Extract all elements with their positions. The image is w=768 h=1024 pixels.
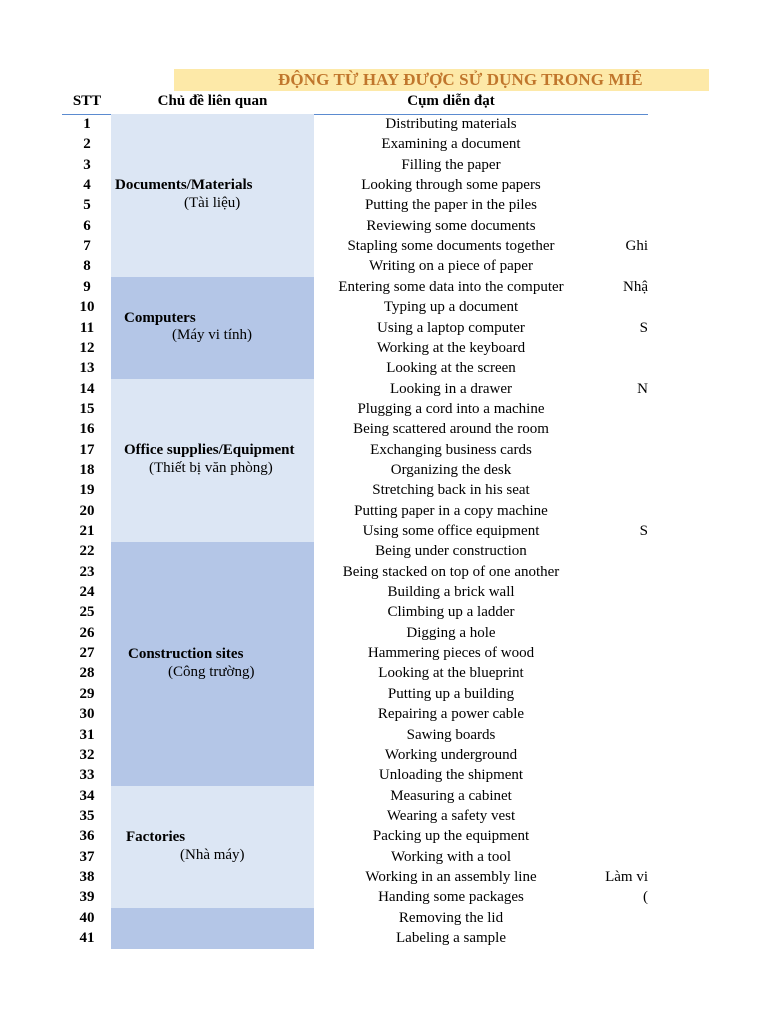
row-phrase: Digging a hole xyxy=(406,624,496,641)
row-phrase: Handing some packages xyxy=(378,889,524,906)
table-row[interactable] xyxy=(0,318,768,338)
row-number: 26 xyxy=(79,624,95,641)
row-number: 39 xyxy=(79,889,95,906)
table-row[interactable] xyxy=(0,745,768,765)
row-phrase: Working with a tool xyxy=(390,848,512,865)
row-phrase: Reviewing some documents xyxy=(366,217,536,234)
category-vi-factories: (Nhà máy) xyxy=(180,847,245,863)
table-row[interactable] xyxy=(0,440,768,460)
row-number: 3 xyxy=(83,156,91,173)
row-number: 37 xyxy=(79,848,95,865)
category-vi-computers: (Máy vi tính) xyxy=(172,327,252,343)
table-row[interactable] xyxy=(0,541,768,561)
row-number: 29 xyxy=(79,685,95,702)
row-number: 34 xyxy=(79,787,95,804)
table-row[interactable] xyxy=(0,195,768,215)
table-row[interactable] xyxy=(0,338,768,358)
row-phrase: Working at the keyboard xyxy=(376,339,526,356)
row-meaning-cell xyxy=(590,887,648,907)
table-row[interactable] xyxy=(0,684,768,704)
table-row[interactable] xyxy=(0,460,768,480)
row-phrase: Distributing materials xyxy=(385,116,517,132)
row-number: 28 xyxy=(79,665,95,682)
category-name-construction: Construction sites xyxy=(128,646,244,662)
category-vi-office-supplies: (Thiết bị văn phòng) xyxy=(149,460,273,476)
row-number: 13 xyxy=(79,360,95,377)
row-phrase: Repairing a power cable xyxy=(377,706,525,723)
row-meaning: Nhậ xyxy=(623,278,648,295)
table-row[interactable] xyxy=(0,867,768,887)
row-number: 5 xyxy=(83,197,91,214)
row-phrase: Being under construction xyxy=(375,543,527,560)
row-phrase: Wearing a safety vest xyxy=(386,807,516,824)
table-row[interactable] xyxy=(0,643,768,663)
table-row[interactable] xyxy=(0,480,768,500)
category-name-office-supplies: Office supplies/Equipment xyxy=(124,442,295,458)
table-row[interactable] xyxy=(0,236,768,256)
table-row[interactable] xyxy=(0,155,768,175)
row-phrase: Removing the lid xyxy=(398,909,504,926)
row-number: 19 xyxy=(79,482,95,499)
row-number: 41 xyxy=(79,930,95,946)
row-number: 20 xyxy=(79,502,95,519)
row-number: 15 xyxy=(79,400,95,417)
row-number: 9 xyxy=(83,278,91,295)
row-meaning: Ghi xyxy=(625,238,648,255)
row-phrase: Stapling some documents together xyxy=(347,238,555,255)
category-name-computers: Computers xyxy=(124,310,196,326)
table-row[interactable] xyxy=(0,114,768,134)
row-phrase: Labeling a sample xyxy=(396,930,506,946)
table-row[interactable] xyxy=(0,277,768,297)
row-phrase: Looking through some papers xyxy=(361,177,541,194)
row-number: 14 xyxy=(79,380,95,397)
table-row[interactable] xyxy=(0,826,768,846)
table-row[interactable] xyxy=(0,256,768,276)
row-number: 6 xyxy=(83,217,91,234)
table-row[interactable] xyxy=(0,582,768,602)
table-row[interactable] xyxy=(0,806,768,826)
row-phrase: Filling the paper xyxy=(401,156,501,173)
row-phrase: Exchanging business cards xyxy=(370,441,532,458)
table-row[interactable] xyxy=(0,663,768,683)
row-phrase: Typing up a document xyxy=(383,299,519,316)
row-number: 12 xyxy=(79,339,95,356)
row-number: 10 xyxy=(79,299,95,316)
row-meaning-cell xyxy=(590,277,648,297)
row-phrase: Working underground xyxy=(384,746,518,763)
row-phrase: Hammering pieces of wood xyxy=(367,645,535,662)
table-row[interactable] xyxy=(0,725,768,745)
header-stt[interactable]: STT xyxy=(72,93,102,109)
row-number: 35 xyxy=(79,807,95,824)
row-phrase: Plugging a cord into a machine xyxy=(357,400,545,417)
row-number: 36 xyxy=(79,828,95,845)
row-number: 21 xyxy=(79,523,95,539)
table-row[interactable] xyxy=(0,704,768,724)
row-number: 18 xyxy=(79,461,95,478)
row-number: 25 xyxy=(79,604,95,621)
header-phrase[interactable]: Cụm diễn đạt xyxy=(407,93,495,109)
table-row[interactable] xyxy=(0,134,768,154)
row-phrase: Being stacked on top of one another xyxy=(342,563,560,580)
table-row[interactable] xyxy=(0,419,768,439)
row-number: 17 xyxy=(79,441,95,458)
row-phrase: Measuring a cabinet xyxy=(390,787,512,804)
row-phrase: Organizing the desk xyxy=(390,461,512,478)
row-phrase: Entering some data into the computer xyxy=(338,278,564,295)
category-vi-documents: (Tài liệu) xyxy=(184,195,241,211)
row-phrase: Looking at the screen xyxy=(386,360,516,377)
row-number: 27 xyxy=(79,645,95,662)
category-name-documents: Documents/Materials xyxy=(115,177,253,193)
row-phrase: Using a laptop computer xyxy=(377,319,525,336)
table-row[interactable] xyxy=(0,358,768,378)
row-phrase: Unloading the shipment xyxy=(378,767,524,784)
row-meaning: N xyxy=(637,380,648,397)
row-number: 16 xyxy=(79,421,95,438)
row-number: 2 xyxy=(83,136,91,153)
row-phrase: Putting up a building xyxy=(387,685,515,702)
table-row[interactable] xyxy=(0,765,768,785)
table-row[interactable] xyxy=(0,602,768,622)
header-topic[interactable]: Chủ đề liên quan xyxy=(157,93,268,109)
row-number: 33 xyxy=(79,767,95,784)
row-number: 40 xyxy=(79,909,95,926)
row-phrase: Being scattered around the room xyxy=(353,421,549,438)
row-number: 23 xyxy=(79,563,95,580)
row-phrase: Building a brick wall xyxy=(387,584,515,601)
row-phrase: Putting paper in a copy machine xyxy=(354,502,548,519)
row-number: 38 xyxy=(79,868,95,885)
table-row[interactable] xyxy=(0,175,768,195)
row-meaning: ( xyxy=(643,889,648,906)
table-row[interactable] xyxy=(0,928,768,948)
row-meaning: S xyxy=(639,319,648,336)
row-number: 1 xyxy=(83,116,91,132)
row-phrase: Examining a document xyxy=(381,136,521,153)
category-vi-construction: (Công trường) xyxy=(168,664,255,680)
table-row[interactable] xyxy=(0,887,768,907)
row-meaning-cell xyxy=(590,236,648,256)
row-meaning-cell xyxy=(590,867,648,887)
row-number: 22 xyxy=(79,543,95,560)
table-row[interactable] xyxy=(0,399,768,419)
row-meaning-cell xyxy=(590,379,648,399)
row-number: 11 xyxy=(79,319,95,336)
row-phrase: Working in an assembly line xyxy=(365,868,537,885)
row-phrase: Using some office equipment xyxy=(362,523,540,539)
table-row[interactable] xyxy=(0,908,768,928)
category-name-factories: Factories xyxy=(126,829,186,845)
row-phrase: Looking at the blueprint xyxy=(378,665,524,682)
table-row[interactable] xyxy=(0,562,768,582)
table-row[interactable] xyxy=(0,216,768,236)
row-phrase: Packing up the equipment xyxy=(372,828,530,845)
table-row[interactable] xyxy=(0,847,768,867)
row-number: 31 xyxy=(79,726,95,743)
row-meaning: S xyxy=(639,523,648,539)
row-meaning-cell xyxy=(590,521,648,541)
row-number: 7 xyxy=(83,238,91,255)
table-row[interactable] xyxy=(0,623,768,643)
row-number: 4 xyxy=(83,177,91,194)
row-number: 32 xyxy=(79,746,95,763)
title-cell[interactable] xyxy=(174,69,648,91)
table-row[interactable] xyxy=(0,379,768,399)
row-phrase: Climbing up a ladder xyxy=(387,604,515,621)
row-phrase: Looking in a drawer xyxy=(389,380,513,397)
table-row[interactable] xyxy=(0,786,768,806)
row-number: 8 xyxy=(83,258,91,275)
table-row[interactable] xyxy=(0,297,768,317)
table-row[interactable] xyxy=(0,521,768,541)
row-number: 30 xyxy=(79,706,95,723)
row-phrase: Putting the paper in the piles xyxy=(364,197,538,214)
table-row[interactable] xyxy=(0,501,768,521)
row-phrase: Writing on a piece of paper xyxy=(369,258,533,275)
row-phrase: Stretching back in his seat xyxy=(372,482,530,499)
row-meaning: Làm vi xyxy=(605,868,648,885)
row-number: 24 xyxy=(79,584,95,601)
row-meaning-cell xyxy=(590,318,648,338)
row-phrase: Sawing boards xyxy=(406,726,496,743)
page-title: ĐỘNG TỪ HAY ĐƯỢC SỬ DỤNG TRONG MIÊ xyxy=(278,70,643,89)
